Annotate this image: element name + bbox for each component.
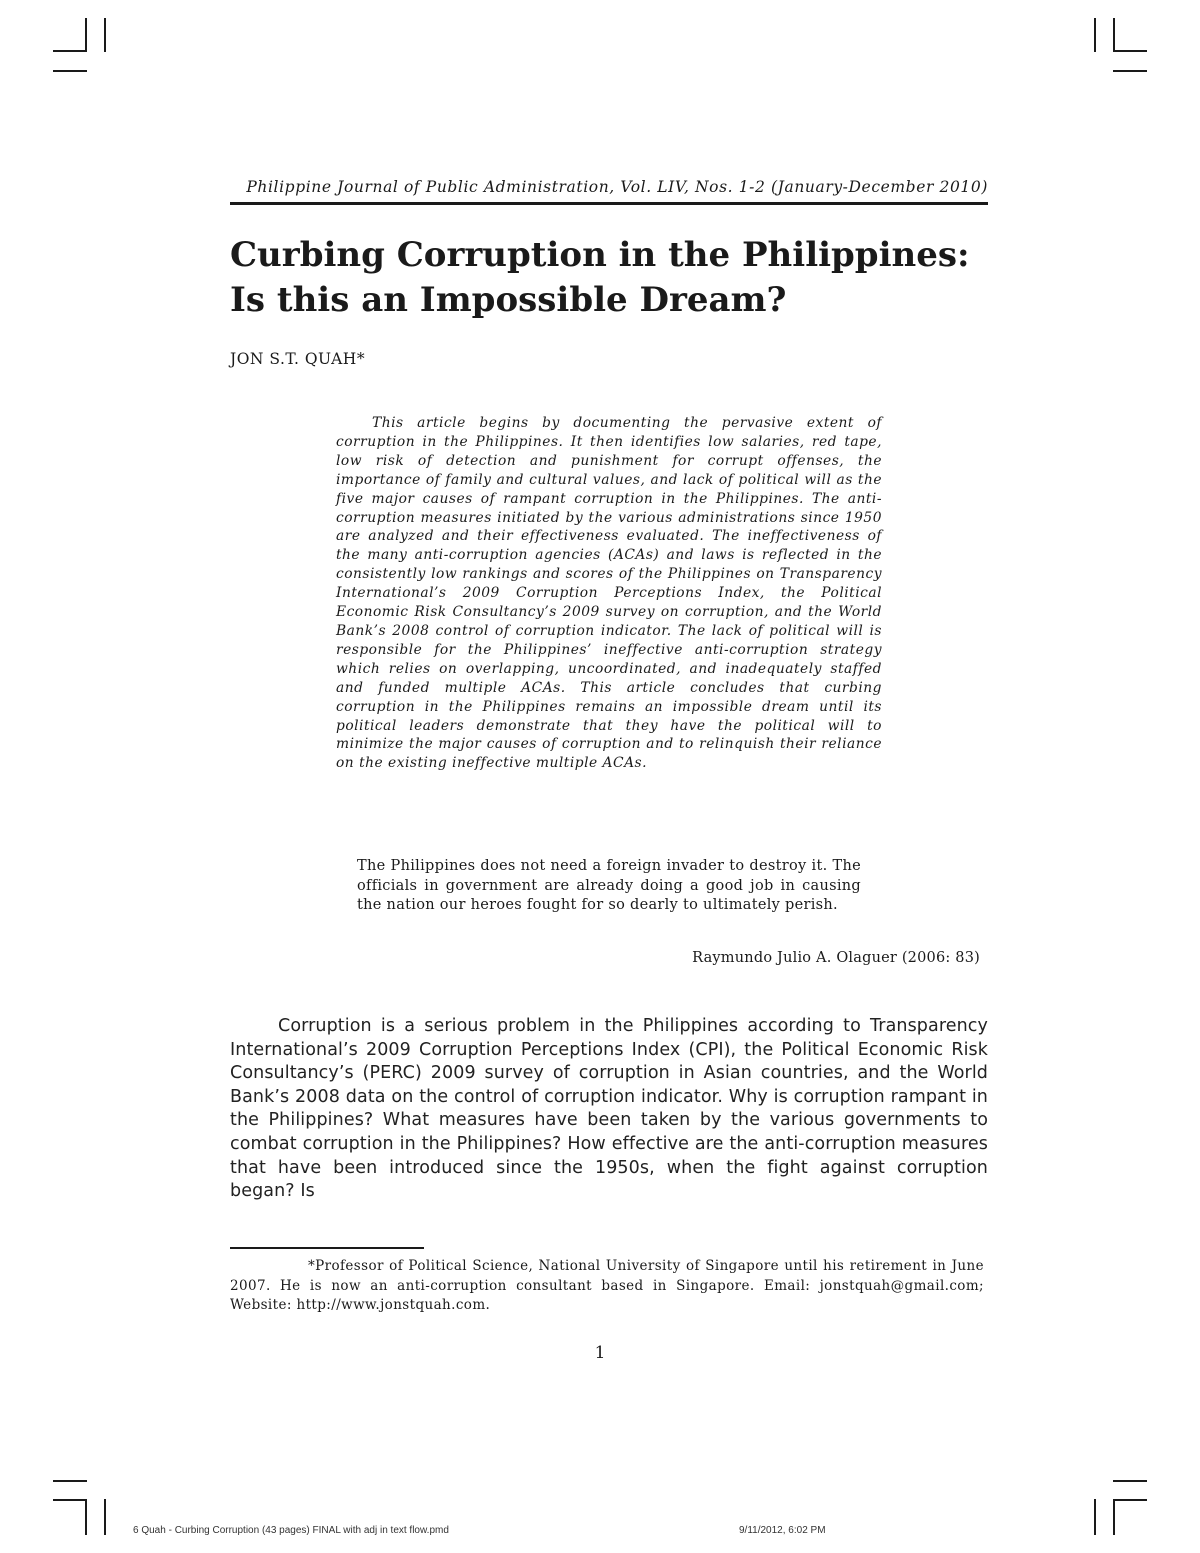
- body-paragraph: Corruption is a serious problem in the Philippines according to Transparency International’s 2009 Corruption Perceptions Index (CPI), the Political Economic Risk Consultancy’s (PERC) 2009 survey of corruption in Asian countries, and the World Bank’s 2008 data on the control of corruption indicator. Why is corruption rampant in the Philippines? What measures have been taken by the various governments to combat corruption in the Philippines? How effective are the anti-corruption measures that have been introduced since the 1950s, when the fight against corruption began? Is: [230, 1016, 988, 1202]
- crop-mark: [1113, 1499, 1115, 1535]
- crop-mark: [1113, 70, 1147, 72]
- print-slug-date: 9/11/2012, 6:02 PM: [739, 1525, 826, 1536]
- crop-mark: [53, 70, 87, 72]
- crop-mark: [85, 18, 87, 52]
- footnote-rule: [230, 1247, 424, 1249]
- crop-mark: [53, 1499, 87, 1501]
- epigraph-quote: The Philippines does not need a foreign invader to destroy it. The officials in government are already doing a good job in causing the nation our heroes fought for so dearly to ultimately perish.: [357, 858, 861, 913]
- crop-mark: [104, 18, 106, 52]
- running-head: Philippine Journal of Public Administration, Vol. LIV, Nos. 1-2 (January-December 2010): [246, 178, 988, 196]
- title-line-1: Curbing Corruption in the Philippines:: [230, 235, 970, 275]
- crop-mark: [104, 1499, 106, 1535]
- author-footnote: *Professor of Political Science, National University of Singapore until his retirement in June 2007. He is now an anti-corruption consultant based in Singapore. Email: jonstquah@gmail.com; Website: http://www.jonstquah.com.: [230, 1258, 984, 1313]
- print-slug-filename: 6 Quah - Curbing Corruption (43 pages) FINAL with adj in text flow.pmd: [133, 1525, 449, 1536]
- crop-mark: [53, 1480, 87, 1482]
- title-line-2: Is this an Impossible Dream?: [230, 280, 787, 320]
- crop-mark: [1113, 1499, 1147, 1501]
- crop-mark: [1094, 1499, 1096, 1535]
- abstract: This article begins by documenting the pervasive extent of corruption in the Philippines. It then identifies low salaries, red tape, low risk of detection and punishment for corrupt offenses, the importance of family and cultural values, and lack of political will as the five major causes of rampant corruption in the Philippines. The anti-corruption measures initiated by the various administrations since 1950 are analyzed and their effectiveness evaluated. The ineffectiveness of the many anti-corruption agencies (ACAs) and laws is reflected in the consistently low rankings and scores of the Philippines on Transparency International’s 2009 Corruption Perceptions Index, the Political Economic Risk Consultancy’s 2009 survey on corruption, and the World Bank’s 2008 control of corruption indicator. The lack of political will is responsible for the Philippines’ ineffective anti-corruption strategy which relies on overlapping, uncoordinated, and inadequately staffed and funded multiple ACAs. This article concludes that curbing corruption in the Philippines remains an impossible dream until its political leaders demonstrate that they have the political will to minimize the major causes of corruption and to relinquish their reliance on the existing ineffective multiple ACAs.: [336, 415, 882, 772]
- page-number: 1: [594, 1343, 606, 1363]
- author-name: JON S.T. QUAH*: [230, 350, 366, 368]
- crop-mark: [1113, 50, 1147, 52]
- crop-mark: [1094, 18, 1096, 52]
- crop-mark: [1113, 18, 1115, 52]
- article-title: [230, 233, 1030, 323]
- crop-mark: [1113, 1480, 1147, 1482]
- epigraph-attribution: Raymundo Julio A. Olaguer (2006: 83): [692, 950, 980, 966]
- crop-mark: [85, 1499, 87, 1535]
- header-rule: [230, 202, 988, 205]
- crop-mark: [53, 50, 87, 52]
